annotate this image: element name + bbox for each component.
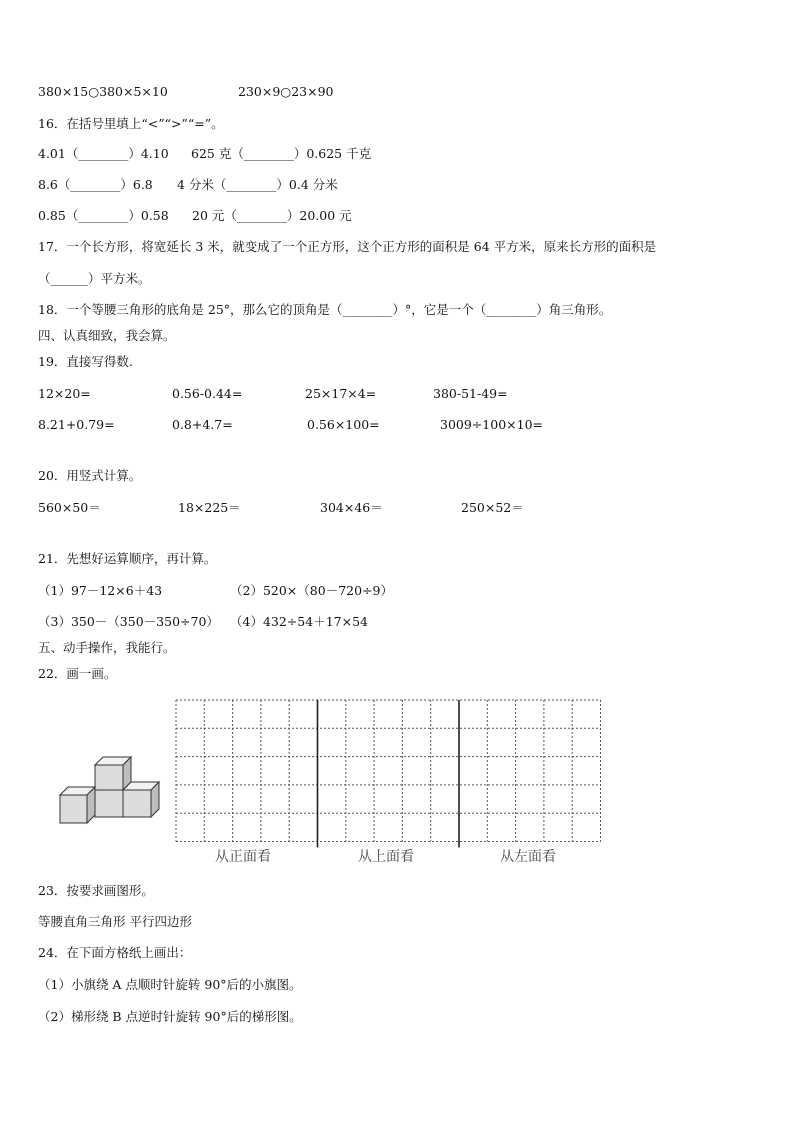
q20-item: 250×52＝	[461, 500, 524, 515]
q21-item: （1）97－12×6＋43	[38, 583, 163, 598]
drawing-grid	[174, 698, 604, 870]
q16-item: 0.85（________）0.58	[38, 208, 169, 223]
question-20-heading: 20．用竖式计算。	[38, 468, 142, 483]
q19-item: 25×17×4=	[305, 386, 377, 401]
question-21-heading: 21．先想好运算顺序，再计算。	[38, 551, 217, 566]
q20-item: 18×225＝	[178, 500, 241, 515]
question-17: 17．一个长方形，将宽延长 3 米，就变成了一个正方形，这个正方形的面积是 64 平方米，原来长方形的面积是	[38, 239, 657, 254]
q21-item: （4）432÷54＋17×54	[230, 614, 368, 629]
cube-figure	[55, 750, 165, 830]
question-18: 18．一个等腰三角形的底角是 25°，那么它的顶角是（________）°，它是一个（________）角三角形。	[38, 302, 612, 317]
grid-label-top: 从上面看	[358, 849, 414, 865]
q16-item: 20 元（________）20.00 元	[192, 208, 352, 223]
section-4-heading: 四、认真细致，我会算。	[38, 328, 176, 343]
question-16-heading: 16．在括号里填上“<”“>”“=”。	[38, 116, 224, 131]
comparison-line-2: 230×9○23×90	[238, 84, 334, 99]
q19-item: 12×20=	[38, 386, 91, 401]
q16-item: 8.6（________）6.8	[38, 177, 153, 192]
question-23-heading: 23．按要求画图形。	[38, 883, 154, 898]
comparison-line-1: 380×15○380×5×10	[38, 84, 168, 99]
q20-item: 560×50＝	[38, 500, 101, 515]
q24-item-2: （2）梯形绕 B 点逆时针旋转 90°后的梯形图。	[38, 1009, 302, 1024]
q20-item: 304×46＝	[320, 500, 383, 515]
q19-item: 0.56-0.44=	[172, 386, 243, 401]
q21-item: （2）520×（80－720÷9）	[230, 583, 393, 598]
q19-item: 0.56×100=	[307, 417, 380, 432]
grid-label-left: 从左面看	[500, 849, 556, 865]
question-22-heading: 22．画一画。	[38, 666, 117, 681]
q21-item: （3）350－（350－350÷70）	[38, 614, 219, 629]
question-23-shapes: 等腰直角三角形 平行四边形	[38, 914, 192, 929]
q19-item: 3009÷100×10=	[440, 417, 543, 432]
question-24-heading: 24．在下面方格纸上画出：	[38, 945, 192, 960]
q16-item: 4.01（________）4.10	[38, 146, 169, 161]
q19-item: 8.21+0.79=	[38, 417, 115, 432]
q24-item-1: （1）小旗绕 A 点顺时针旋转 90°后的小旗图。	[38, 977, 302, 992]
q16-item: 4 分米（________）0.4 分米	[177, 177, 338, 192]
q16-item: 625 克（________）0.625 千克	[191, 146, 372, 161]
q19-item: 380-51-49=	[433, 386, 508, 401]
question-17-answer: （______）平方米。	[38, 271, 151, 286]
grid-label-front: 从正面看	[215, 849, 271, 865]
section-5-heading: 五、动手操作，我能行。	[38, 640, 176, 655]
question-19-heading: 19．直接写得数.	[38, 354, 133, 369]
q19-item: 0.8+4.7=	[172, 417, 233, 432]
